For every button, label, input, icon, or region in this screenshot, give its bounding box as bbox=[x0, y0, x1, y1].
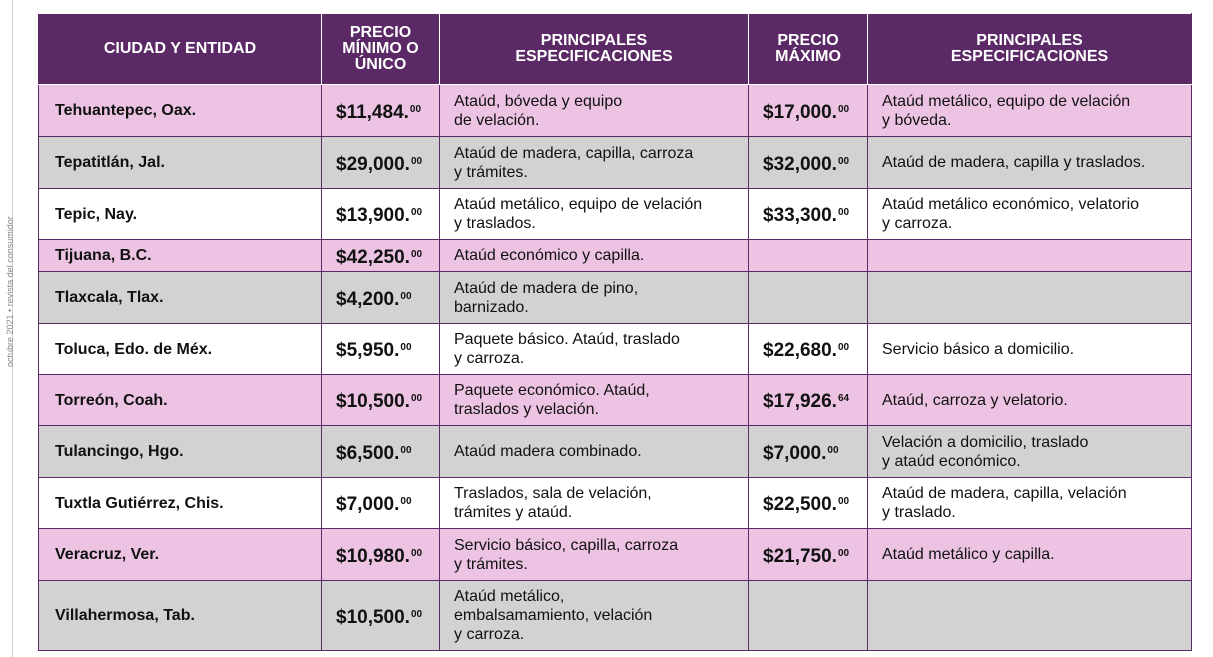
price-cents: 00 bbox=[410, 547, 423, 559]
spec-line: Ataúd metálico económico, velatorio bbox=[882, 196, 1140, 213]
spec-line: traslados y velación. bbox=[454, 401, 599, 418]
spec-line: embalsamamiento, velación bbox=[454, 607, 653, 624]
max-cell bbox=[749, 529, 868, 581]
funeral-prices-table bbox=[38, 13, 1192, 651]
spec-line: de velación. bbox=[454, 111, 540, 129]
table-row bbox=[39, 426, 1192, 478]
max-cell bbox=[749, 272, 868, 324]
min-cell bbox=[322, 529, 440, 581]
header-line: PRECIO bbox=[777, 32, 839, 49]
max-specs-cell bbox=[868, 375, 1192, 426]
table-body bbox=[39, 85, 1192, 651]
price-cents: 64 bbox=[837, 393, 850, 404]
min-cell bbox=[322, 581, 440, 651]
spec-line: y trámites. bbox=[454, 555, 528, 573]
price-cents: 00 bbox=[827, 444, 839, 456]
city-cell: Tepatitlán, Jal. bbox=[39, 137, 322, 189]
max-cell bbox=[749, 85, 868, 137]
min-cell bbox=[322, 85, 440, 137]
max-cell bbox=[749, 478, 868, 529]
spec-line: Ataúd metálico y capilla. bbox=[882, 546, 1055, 563]
price-cents: 00 bbox=[410, 608, 423, 620]
spec-line: barnizado. bbox=[454, 298, 529, 316]
price-cents: 00 bbox=[837, 496, 850, 507]
price-cents: 00 bbox=[410, 207, 423, 218]
max-specs-cell bbox=[868, 581, 1192, 651]
max-cell bbox=[749, 189, 868, 240]
price-cents: 00 bbox=[837, 342, 850, 353]
max-specs-cell bbox=[868, 137, 1192, 189]
header-city bbox=[39, 14, 322, 85]
min-specs-cell bbox=[440, 85, 749, 137]
price-amount: $10,500. bbox=[336, 391, 410, 412]
max-cell bbox=[749, 240, 868, 272]
city-cell: Tepic, Nay. bbox=[39, 189, 322, 240]
spec-line: y traslado. bbox=[882, 504, 956, 521]
header-line: ESPECIFICACIONES bbox=[950, 48, 1109, 65]
min-cell bbox=[322, 240, 440, 272]
price-amount: $7,000. bbox=[763, 442, 827, 464]
spec-line: Ataúd madera combinado. bbox=[454, 443, 642, 460]
min-specs-cell bbox=[440, 324, 749, 375]
spec-line: Paquete económico. Ataúd, bbox=[454, 382, 650, 399]
price-cents: 00 bbox=[410, 393, 423, 404]
price-cents: 00 bbox=[400, 444, 412, 456]
header-line: ÚNICO bbox=[354, 56, 407, 73]
price-amount: $22,680. bbox=[763, 340, 837, 361]
min-specs-cell bbox=[440, 529, 749, 581]
table-row bbox=[39, 272, 1192, 324]
table-row bbox=[39, 529, 1192, 581]
city-cell: Torreón, Coah. bbox=[39, 375, 322, 426]
min-cell bbox=[322, 375, 440, 426]
spec-line: Ataúd de madera, capilla, carroza bbox=[454, 144, 694, 162]
table-row bbox=[39, 137, 1192, 189]
header-max-price bbox=[749, 14, 868, 85]
spec-line: Traslados, sala de velación, bbox=[454, 485, 652, 502]
min-cell bbox=[322, 478, 440, 529]
spec-line: Ataúd, bóveda y equipo bbox=[454, 92, 623, 110]
min-specs-cell bbox=[440, 240, 749, 272]
min-specs-cell bbox=[440, 426, 749, 478]
price-cents: 00 bbox=[400, 290, 412, 302]
max-specs-cell bbox=[868, 240, 1192, 272]
min-cell bbox=[322, 324, 440, 375]
price-amount: $22,500. bbox=[763, 494, 837, 515]
spec-line: Servicio básico, capilla, carroza bbox=[454, 536, 679, 554]
price-cents: 00 bbox=[409, 103, 422, 115]
city-cell: Tehuantepec, Oax. bbox=[39, 85, 322, 137]
spec-line: Velación a domicilio, traslado bbox=[882, 433, 1089, 451]
price-cents: 00 bbox=[837, 103, 850, 115]
price-amount: $7,000. bbox=[336, 494, 400, 515]
max-specs-cell bbox=[868, 324, 1192, 375]
spec-line: Ataúd económico y capilla. bbox=[454, 247, 645, 264]
price-cents: 00 bbox=[400, 342, 412, 353]
spec-line: y trámites. bbox=[454, 163, 528, 181]
spec-line: Servicio básico a domicilio. bbox=[882, 340, 1075, 358]
city-cell: Tlaxcala, Tlax. bbox=[39, 272, 322, 324]
price-amount: $10,500. bbox=[336, 606, 410, 628]
price-amount: $6,500. bbox=[336, 442, 400, 464]
price-amount: $42,250. bbox=[336, 246, 410, 268]
spec-line: y carroza. bbox=[882, 215, 953, 232]
header-line: MÁXIMO bbox=[775, 48, 841, 65]
header-line: PRINCIPALES bbox=[540, 32, 648, 49]
header-specs-min bbox=[440, 14, 749, 85]
price-amount: $10,980. bbox=[336, 545, 410, 567]
table-row bbox=[39, 324, 1192, 375]
max-specs-cell bbox=[868, 529, 1192, 581]
max-specs-cell bbox=[868, 85, 1192, 137]
max-cell bbox=[749, 426, 868, 478]
spec-line: Ataúd de madera de pino, bbox=[454, 279, 639, 297]
header-line: ESPECIFICACIONES bbox=[515, 48, 673, 65]
price-amount: $17,926. bbox=[763, 391, 837, 412]
spec-line: Ataúd metálico, equipo de velación bbox=[454, 196, 703, 213]
min-specs-cell bbox=[440, 272, 749, 324]
spec-line: Ataúd de madera, capilla y traslados. bbox=[882, 154, 1146, 171]
price-cents: 00 bbox=[837, 547, 850, 559]
header-line: PRECIO bbox=[349, 24, 412, 41]
price-cents: 00 bbox=[837, 207, 850, 218]
side-running-footer: octubre 2021 • revista del consumidor bbox=[5, 216, 15, 367]
spec-line: trámites y ataúd. bbox=[454, 504, 573, 521]
max-specs-cell bbox=[868, 426, 1192, 478]
min-specs-cell bbox=[440, 581, 749, 651]
price-cents: 00 bbox=[400, 496, 412, 507]
header-line: CIUDAD Y ENTIDAD bbox=[103, 40, 257, 57]
spec-line: Ataúd de madera, capilla, velación bbox=[882, 485, 1127, 502]
table-row bbox=[39, 478, 1192, 529]
city-cell: Veracruz, Ver. bbox=[39, 529, 322, 581]
city-cell: Tulancingo, Hgo. bbox=[39, 426, 322, 478]
spec-line: Ataúd metálico, bbox=[454, 588, 565, 605]
max-cell bbox=[749, 581, 868, 651]
spec-line: y carroza. bbox=[454, 350, 525, 367]
min-specs-cell bbox=[440, 478, 749, 529]
min-cell bbox=[322, 272, 440, 324]
table-row bbox=[39, 189, 1192, 240]
table-row bbox=[39, 85, 1192, 137]
price-amount: $13,900. bbox=[336, 205, 410, 226]
city-cell: Toluca, Edo. de Méx. bbox=[39, 324, 322, 375]
city-cell: Villahermosa, Tab. bbox=[39, 581, 322, 651]
spec-line: y carroza. bbox=[454, 626, 525, 643]
min-specs-cell bbox=[440, 137, 749, 189]
table-row bbox=[39, 581, 1192, 651]
min-specs-cell bbox=[440, 375, 749, 426]
table-header-row bbox=[39, 14, 1192, 85]
spec-line: Ataúd metálico, equipo de velación bbox=[882, 92, 1131, 110]
header-specs-max bbox=[868, 14, 1192, 85]
spec-line: Ataúd, carroza y velatorio. bbox=[882, 391, 1068, 409]
price-cents: 00 bbox=[410, 155, 423, 167]
price-amount: $33,300. bbox=[763, 205, 837, 226]
header-line: MÍNIMO O bbox=[342, 40, 419, 57]
min-specs-cell bbox=[440, 189, 749, 240]
max-specs-cell bbox=[868, 272, 1192, 324]
city-cell: Tijuana, B.C. bbox=[39, 240, 322, 272]
header-line: PRINCIPALES bbox=[976, 32, 1083, 49]
price-cents: 00 bbox=[410, 248, 423, 260]
spec-line: Paquete básico. Ataúd, traslado bbox=[454, 331, 680, 348]
max-cell bbox=[749, 137, 868, 189]
price-amount: $29,000. bbox=[336, 153, 410, 175]
header-min-price bbox=[322, 14, 440, 85]
price-amount: $5,950. bbox=[336, 340, 400, 361]
price-cents: 00 bbox=[837, 155, 850, 167]
table-row bbox=[39, 240, 1192, 272]
table-row bbox=[39, 375, 1192, 426]
min-cell bbox=[322, 137, 440, 189]
max-cell bbox=[749, 324, 868, 375]
min-cell bbox=[322, 426, 440, 478]
min-cell bbox=[322, 189, 440, 240]
price-amount: $4,200. bbox=[336, 288, 400, 310]
price-amount: $11,484. bbox=[336, 101, 409, 123]
spec-line: y traslados. bbox=[454, 215, 536, 232]
max-cell bbox=[749, 375, 868, 426]
max-specs-cell bbox=[868, 478, 1192, 529]
spec-line: y ataúd económico. bbox=[882, 452, 1021, 470]
city-cell: Tuxtla Gutiérrez, Chis. bbox=[39, 478, 322, 529]
spec-line: y bóveda. bbox=[882, 111, 952, 129]
price-amount: $32,000. bbox=[763, 153, 837, 175]
price-amount: $17,000. bbox=[763, 101, 837, 123]
price-amount: $21,750. bbox=[763, 545, 837, 567]
max-specs-cell bbox=[868, 189, 1192, 240]
